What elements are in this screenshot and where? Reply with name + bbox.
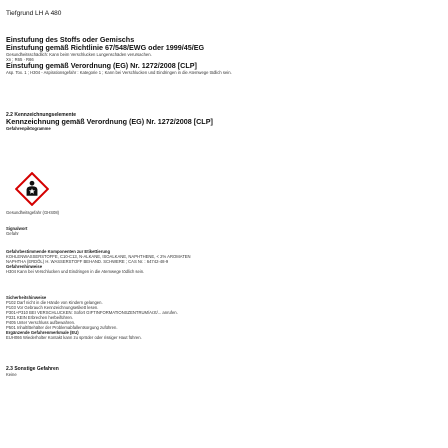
other-hazards-value: Keine <box>6 372 17 377</box>
document-title: Tiefgrund LH A 480 <box>6 10 62 17</box>
supplemental-heading: Ergänzende Gefahrenmerkmale (EU) <box>6 330 79 335</box>
precautionary-item: P102 Darf nicht in die Hände von Kindern gelangen. <box>6 300 103 305</box>
labelling-heading: 2.2 Kennzeichnungselemente <box>6 112 77 118</box>
pictogram-caption: Gesundheitsgefahr (GHS08) <box>6 210 60 215</box>
precautionary-item: P405 Unter Verschluss aufbewahren. <box>6 320 76 325</box>
classification-heading: Einstufung des Stoffs oder Gemischs <box>6 35 135 44</box>
risk-phrases: Xn ; R65 · R66 <box>6 57 34 62</box>
components-line-2: NAPHTHA (ERDÖL) H. WASSERSTOFF BEHAND. SCHWERE ; CAS Nr. : 64742-48-9 <box>6 259 169 264</box>
hazard-line: Gesundheitsschädlich: Kann beim Verschlucken Lungenschäden verursachen. <box>6 52 152 57</box>
components-heading: Gefahrbestimmende Komponenten zur Etikettierung <box>6 249 111 254</box>
directive-heading: Einstufung gemäß Richtlinie 67/548/EWG oder 1999/45/EG <box>6 43 205 52</box>
ghs08-health-hazard-icon <box>15 172 49 206</box>
precautionary-item: P103 Vor Gebrauch Kennzeichnungsetikett lesen. <box>6 305 99 310</box>
section-2-2 <box>6 112 438 131</box>
components-block <box>6 249 438 274</box>
components-line-1: KOHLENWASSERSTOFFE, C10-C13, N-ALKANE, ISOALKANE, NAPHTHENE, < 2% AROMATEN <box>6 254 191 259</box>
section-2-1 <box>6 36 438 75</box>
supplemental-statement: EUH066 Wiederholter Kontakt kann zu spröder oder rissiger Haut führen. <box>6 335 142 340</box>
clp-heading: Einstufung gemäß Verordnung (EG) Nr. 1272/2008 [CLP] <box>6 61 197 70</box>
signal-word-heading: Signalwort <box>6 226 28 231</box>
precautionary-item: P301+P310 BEI VERSCHLUCKEN: Sofort GIFTINFORMATIONSZENTRUM/Arzt/... anrufen. <box>6 310 178 315</box>
clp-classification-line: Asp. Tox. 1 ; H304 - Aspirationsgefahr : Kategorie 1 ; Kann bei Verschlucken und Eindringen in die Atemwege tödlich sein. <box>6 70 232 75</box>
other-hazards-heading: 2.3 Sonstige Gefahren <box>6 366 59 372</box>
hazard-statement: H304 Kann bei Verschlucken und Eindringen in die Atemwege tödlich sein. <box>6 269 145 274</box>
labelling-clp-heading: Kennzeichnung gemäß Verordnung (EG) Nr. 1272/2008 [CLP] <box>6 117 213 126</box>
pictogram-caption-block <box>6 210 438 215</box>
precautionary-item: P331 KEIN Erbrechen herbeiführen. <box>6 315 74 320</box>
precautionary-block <box>6 295 438 340</box>
section-2-3 <box>6 366 438 377</box>
signal-word: Gefahr <box>6 231 19 236</box>
hazard-statements-heading: Gefahrenhinweise <box>6 264 43 269</box>
signal-word-block <box>6 226 438 236</box>
pictograms-heading: Gefahrenpiktogramme <box>6 126 51 131</box>
precautionary-heading: Sicherheitshinweise <box>6 295 47 300</box>
precautionary-item: P501 Inhalt/Behälter der Problemabfallentsorgung zuführen. <box>6 325 118 330</box>
sds-page <box>6 0 442 448</box>
